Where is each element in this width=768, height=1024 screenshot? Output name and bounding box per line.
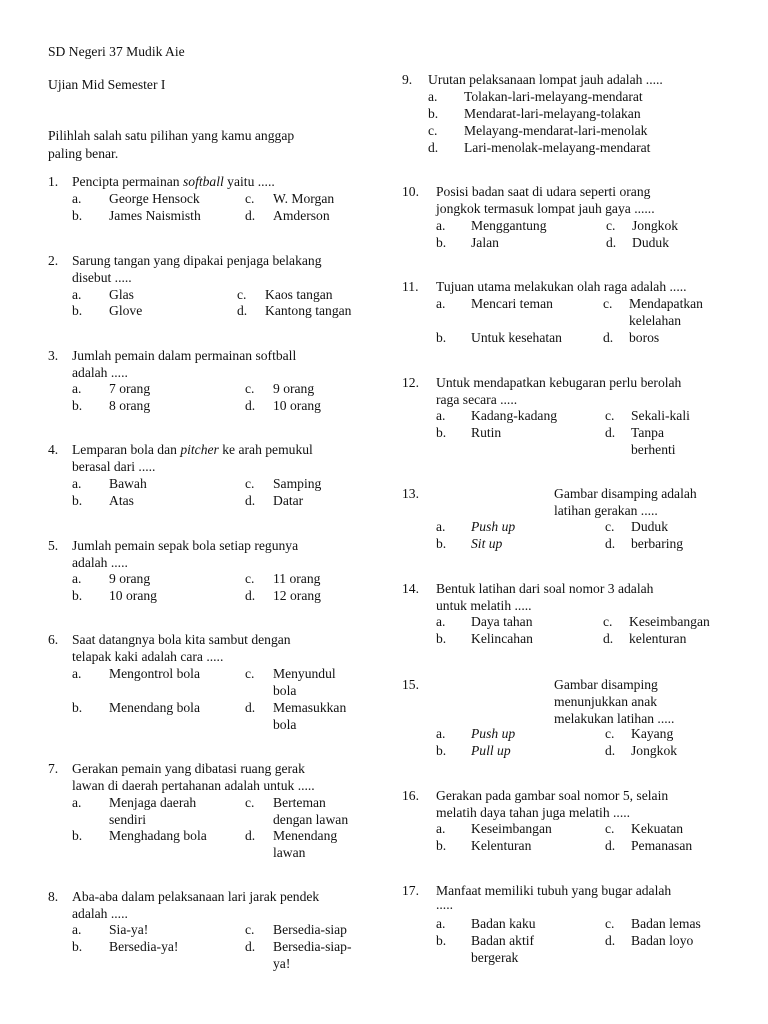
question-number: 4.	[48, 442, 59, 457]
question-number: 2.	[48, 253, 59, 268]
question-text: Jumlah pemain dalam permainan softball adalah .....	[72, 348, 297, 380]
option-d[interactable]: d. Badan loyo	[605, 933, 694, 948]
option-a[interactable]: a. Keseimbangan	[436, 821, 552, 836]
question-number: 11.	[402, 279, 419, 294]
option-d[interactable]: d. Bersedia-siap- ya!	[245, 939, 352, 971]
option-b[interactable]: b. Rutin	[436, 425, 502, 440]
exam-title: Ujian Mid Semester I	[48, 77, 166, 92]
option-b[interactable]: b. Sit up	[436, 536, 503, 551]
question-number: 13.	[402, 486, 419, 501]
question-number: 6.	[48, 632, 59, 647]
option-d[interactable]: d. Amderson	[245, 208, 330, 223]
question-text: Gerakan pemain yang dibatasi ruang gerak lawan di daerah pertahanan adalah untuk .....	[72, 761, 315, 793]
option-c[interactable]: c. Berteman dengan lawan	[245, 795, 349, 827]
question-text: Posisi badan saat di udara seperti orang jongkok termasuk lompat jauh gaya ......	[436, 184, 655, 216]
question-number: 15.	[402, 677, 419, 692]
question-text: Sarung tangan yang dipakai penjaga belakang disebut .....	[72, 253, 322, 285]
option-c[interactable]: c. Melayang-mendarat-lari-menolak	[428, 123, 648, 138]
option-c[interactable]: c. Duduk	[605, 519, 669, 534]
question-text: Bentuk latihan dari soal nomor 3 adalah untuk melatih .....	[436, 581, 654, 613]
question-text: Jumlah pemain sepak bola setiap regunya adalah .....	[72, 538, 299, 570]
option-b[interactable]: b. James Naismisth	[72, 208, 201, 223]
question-text: Lemparan bola dan pitcher ke arah pemukul berasal dari .....	[72, 442, 313, 474]
option-a[interactable]: a. Badan kaku	[436, 916, 536, 931]
option-c[interactable]: c. W. Morgan	[245, 191, 335, 206]
option-a[interactable]: a. Sia-ya!	[72, 922, 149, 937]
question-number: 9.	[402, 72, 413, 87]
option-d[interactable]: d. Pemanasan	[605, 838, 693, 853]
question-number: 14.	[402, 581, 419, 596]
option-c[interactable]: c. Samping	[245, 476, 322, 491]
question-number: 1.	[48, 174, 59, 189]
option-a[interactable]: a. Mencari teman	[436, 296, 553, 311]
question-text: Gerakan pada gambar soal nomor 5, selain melatih daya tahan juga melatih .....	[436, 788, 669, 820]
question-text: Manfaat memiliki tubuh yang bugar adalah .....	[436, 883, 672, 912]
option-a[interactable]: a. 7 orang	[72, 381, 151, 396]
option-c[interactable]: c. Menyundul bola	[245, 666, 336, 698]
option-d[interactable]: d. Datar	[245, 493, 304, 508]
question-text: Aba-aba dalam pelaksanaan lari jarak pendek adalah .....	[72, 889, 320, 921]
question-text: Urutan pelaksanaan lompat jauh adalah .....	[428, 72, 663, 87]
option-a[interactable]: a. Daya tahan	[436, 614, 533, 629]
question-text: Pencipta permainan softball yaitu .....	[72, 174, 275, 189]
question-number: 3.	[48, 348, 59, 363]
option-a[interactable]: a. Kadang-kadang	[436, 408, 558, 423]
option-c[interactable]: c. 9 orang	[245, 381, 315, 396]
option-d[interactable]: d. boros	[603, 330, 660, 345]
question-number: 7.	[48, 761, 59, 776]
question-number: 5.	[48, 538, 59, 553]
option-b[interactable]: b. Mendarat-lari-melayang-tolakan	[428, 106, 641, 121]
instruction-line-1: Pilihlah salah satu pilihan yang kamu anggap	[48, 128, 295, 143]
option-c[interactable]: c. Kaos tangan	[237, 287, 333, 302]
option-b[interactable]: b. 10 orang	[72, 588, 157, 603]
question-number: 8.	[48, 889, 59, 904]
option-a[interactable]: a. George Hensock	[72, 191, 200, 206]
option-c[interactable]: c. Badan lemas	[605, 916, 701, 931]
option-c[interactable]: c. Kekuatan	[605, 821, 684, 836]
question-text: Gambar disamping menunjukkan anak melakukan latihan .....	[554, 677, 675, 726]
option-c[interactable]: c. Keseimbangan	[603, 614, 710, 629]
option-d[interactable]: d. Menendang lawan	[245, 828, 338, 860]
option-a[interactable]: a. Glas	[72, 287, 134, 302]
option-b[interactable]: b. 8 orang	[72, 398, 151, 413]
option-a[interactable]: a. Menjaga daerah sendiri	[72, 795, 197, 827]
option-a[interactable]: a. Push up	[436, 726, 516, 741]
option-a[interactable]: a. 9 orang	[72, 571, 151, 586]
question-number: 17.	[402, 883, 419, 898]
option-c[interactable]: c. Mendapatkan kelelahan	[603, 296, 703, 328]
question-number: 16.	[402, 788, 419, 803]
option-a[interactable]: a. Bawah	[72, 476, 147, 491]
instruction-line-2: paling benar.	[48, 146, 119, 161]
option-b[interactable]: b. Glove	[72, 303, 143, 318]
option-b[interactable]: b. Jalan	[436, 235, 499, 250]
option-b[interactable]: b. Kelincahan	[436, 631, 533, 646]
option-d[interactable]: d. Tanpa berhenti	[605, 425, 676, 457]
question-text: Saat datangnya bola kita sambut dengan telapak kaki adalah cara .....	[72, 632, 291, 664]
question-text: Gambar disamping adalah latihan gerakan .....	[554, 486, 697, 518]
option-a[interactable]: a. Menggantung	[436, 218, 547, 233]
option-b[interactable]: b. Menghadang bola	[72, 828, 207, 843]
option-a[interactable]: a. Push up	[436, 519, 516, 534]
option-d[interactable]: d. 12 orang	[245, 588, 321, 603]
option-b[interactable]: b. Pull up	[436, 743, 511, 758]
option-d[interactable]: d. Memasukkan bola	[245, 700, 347, 732]
option-d[interactable]: d. kelenturan	[603, 631, 687, 646]
option-d[interactable]: d. Duduk	[606, 235, 670, 250]
option-d[interactable]: d. berbaring	[605, 536, 684, 551]
option-b[interactable]: b. Atas	[72, 493, 134, 508]
option-b[interactable]: b. Badan aktif bergerak	[436, 933, 535, 965]
school-name: SD Negeri 37 Mudik Aie	[48, 44, 185, 59]
question-number: 12.	[402, 375, 419, 390]
question-number: 10.	[402, 184, 419, 199]
option-b[interactable]: b. Kelenturan	[436, 838, 532, 853]
option-a[interactable]: a. Mengontrol bola	[72, 666, 200, 681]
option-c[interactable]: c. Kayang	[605, 726, 674, 741]
option-b[interactable]: b. Bersedia-ya!	[72, 939, 179, 954]
option-c[interactable]: c. Sekali-kali	[605, 408, 690, 423]
option-b[interactable]: b. Untuk kesehatan	[436, 330, 562, 345]
option-b[interactable]: b. Menendang bola	[72, 700, 200, 715]
option-d[interactable]: d. Jongkok	[605, 743, 678, 758]
question-text: Untuk mendapatkan kebugaran perlu berolah raga secara .....	[436, 375, 682, 407]
option-c[interactable]: c. Jongkok	[606, 218, 679, 233]
option-d[interactable]: d. Lari-menolak-melayang-mendarat	[428, 140, 651, 155]
option-c[interactable]: c. Bersedia-siap	[245, 922, 347, 937]
question-text: Tujuan utama melakukan olah raga adalah .....	[436, 279, 687, 294]
option-d[interactable]: d. 10 orang	[245, 398, 321, 413]
option-d[interactable]: d. Kantong tangan	[237, 303, 352, 318]
option-a[interactable]: a. Tolakan-lari-melayang-mendarat	[428, 89, 643, 104]
option-c[interactable]: c. 11 orang	[245, 571, 321, 586]
